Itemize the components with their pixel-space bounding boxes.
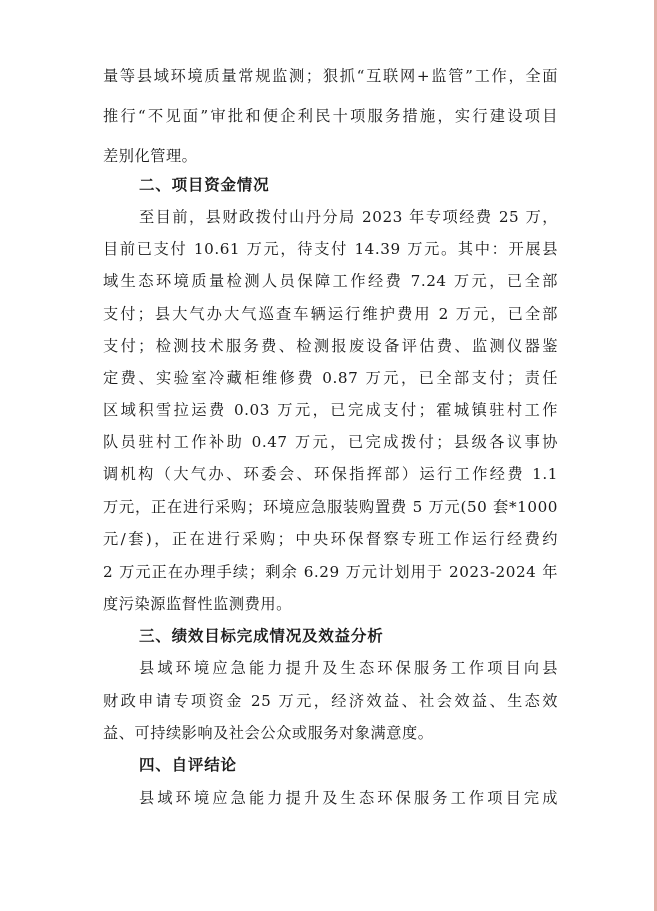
paragraph-line: 财政申请专项资金 25 万元，经济效益、社会效益、生态效 — [103, 692, 558, 710]
paragraph-line: 推行“不见面”审批和便企利民十项服务措施，实行建设项目 — [103, 107, 558, 125]
paragraph-line: 至目前，县财政拨付山丹分局 2023 年专项经费 25 万， — [139, 208, 558, 226]
paragraph-line: 元/套)，正在进行采购；中央环保督察专班工作运行经费约 — [103, 530, 558, 548]
paragraph-line: 万元，正在进行采购；环境应急服装购置费 5 万元(50 套*1000 — [103, 498, 558, 516]
paragraph-line: 目前已支付 10.61 万元，待支付 14.39 万元。其中：开展县 — [103, 240, 558, 258]
paragraph-line: 益、可持续影响及社会公众或服务对象满意度。 — [103, 724, 434, 742]
paragraph-line: 区域积雪拉运费 0.03 万元，已完成支付；霍城镇驻村工作 — [103, 401, 558, 419]
paragraph-line: 域生态环境质量检测人员保障工作经费 7.24 万元，已全部 — [103, 272, 558, 290]
paragraph-line: 差别化管理。 — [103, 147, 198, 165]
paragraph-line: 支付；县大气办大气巡查车辆运行维护费用 2 万元，已全部 — [103, 305, 558, 323]
section-heading: 二、项目资金情况 — [139, 176, 270, 194]
section-heading: 四、自评结论 — [139, 756, 237, 774]
paragraph-line: 度污染源监督性监测费用。 — [103, 595, 292, 613]
paragraph-line: 县域环境应急能力提升及生态环保服务工作项目向县 — [139, 659, 558, 677]
paragraph-line: 支付；检测技术服务费、检测报废设备评估费、监测仪器鉴 — [103, 337, 558, 355]
paragraph-line: 量等县域环境质量常规监测；狠抓“互联网+监管”工作，全面 — [103, 67, 558, 85]
section-heading: 三、绩效目标完成情况及效益分析 — [139, 627, 384, 645]
paragraph-line: 队员驻村工作补助 0.47 万元，已完成拨付；县级各议事协 — [103, 433, 558, 451]
paragraph-line: 县域环境应急能力提升及生态环保服务工作项目完成 — [139, 789, 558, 807]
paragraph-line: 定费、实验室冷藏柜维修费 0.87 万元，已全部支付；责任 — [103, 369, 558, 387]
paragraph-line: 2 万元正在办理手续；剩余 6.29 万元计划用于 2023-2024 年 — [103, 563, 558, 581]
paragraph-line: 调机构（大气办、环委会、环保指挥部）运行工作经费 1.1 — [103, 465, 558, 483]
